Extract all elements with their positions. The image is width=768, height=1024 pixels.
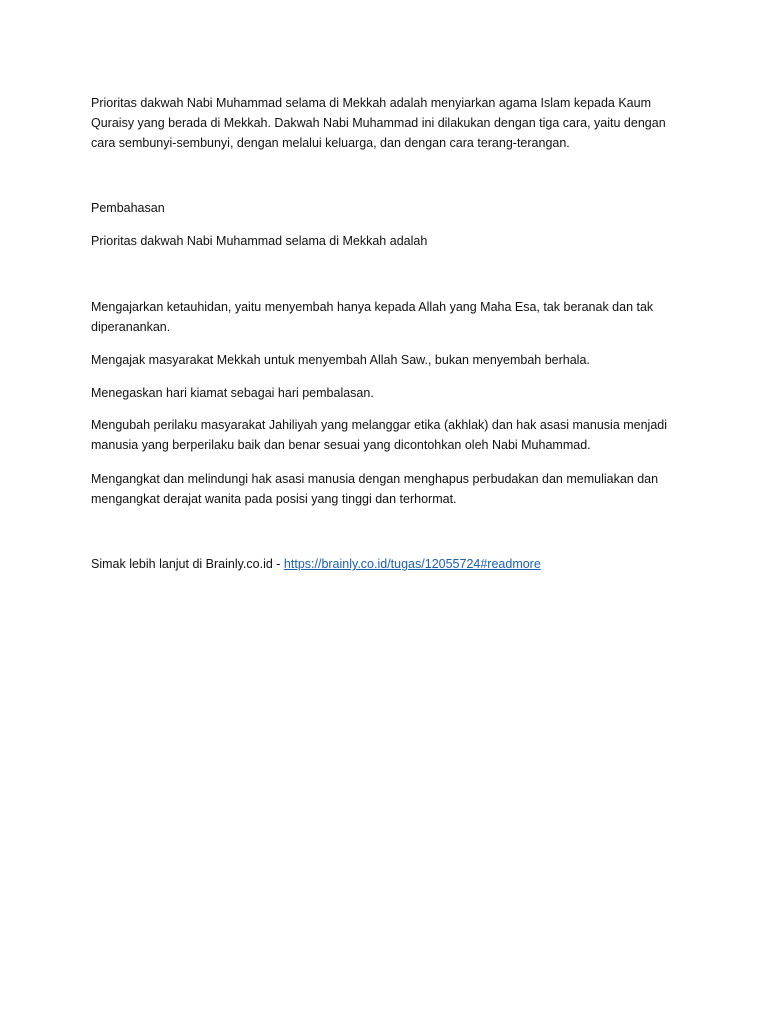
point-paragraph-1 xyxy=(91,297,691,337)
intro-line-3: cara sembunyi-sembunyi, dengan melalui keluarga, dan dengan cara terang-terangan. xyxy=(91,136,570,150)
point-5-line-2: mengangkat derajat wanita pada posisi yang tinggi dan terhormat. xyxy=(91,492,457,506)
point-4-line-1: Mengubah perilaku masyarakat Jahiliyah yang melanggar etika (akhlak) dan hak asasi manusia menjadi xyxy=(91,418,668,432)
section-heading: Pembahasan xyxy=(91,201,165,215)
footer-paragraph xyxy=(91,554,691,574)
brainly-readmore-link[interactable]: https://brainly.co.id/tugas/12055724#readmore xyxy=(283,557,541,571)
intro-line-2: Quraisy yang berada di Mekkah. Dakwah Nabi Muhammad ini dilakukan dengan tiga cara, yaitu dengan xyxy=(91,116,666,130)
intro-line-1: Prioritas dakwah Nabi Muhammad selama di Mekkah adalah menyiarkan agama Islam kepada Kaum xyxy=(91,96,651,110)
point-paragraph-2 xyxy=(91,350,691,370)
point-2-line-1: Mengajak masyarakat Mekkah untuk menyembah Allah Saw., bukan menyembah berhala. xyxy=(91,353,590,367)
footer-prefix-text: Simak lebih lanjut di Brainly.co.id - xyxy=(91,557,284,571)
intro-paragraph xyxy=(91,93,691,153)
point-paragraph-5 xyxy=(91,469,691,509)
point-1-line-2: diperanankan. xyxy=(91,320,171,334)
point-1-line-1: Mengajarkan ketauhidan, yaitu menyembah hanya kepada Allah yang Maha Esa, tak beranak dan tak xyxy=(91,300,654,314)
point-paragraph-3 xyxy=(91,383,691,403)
section-subheading: Prioritas dakwah Nabi Muhammad selama di Mekkah adalah xyxy=(91,234,428,248)
point-5-line-1: Mengangkat dan melindungi hak asasi manusia dengan menghapus perbudakan dan memuliakan dan xyxy=(91,472,659,486)
point-3-line-1: Menegaskan hari kiamat sebagai hari pembalasan. xyxy=(91,386,374,400)
point-4-line-2: manusia yang berperilaku baik dan benar sesuai yang dicontohkan oleh Nabi Muhammad. xyxy=(91,438,591,452)
point-paragraph-4 xyxy=(91,415,691,455)
